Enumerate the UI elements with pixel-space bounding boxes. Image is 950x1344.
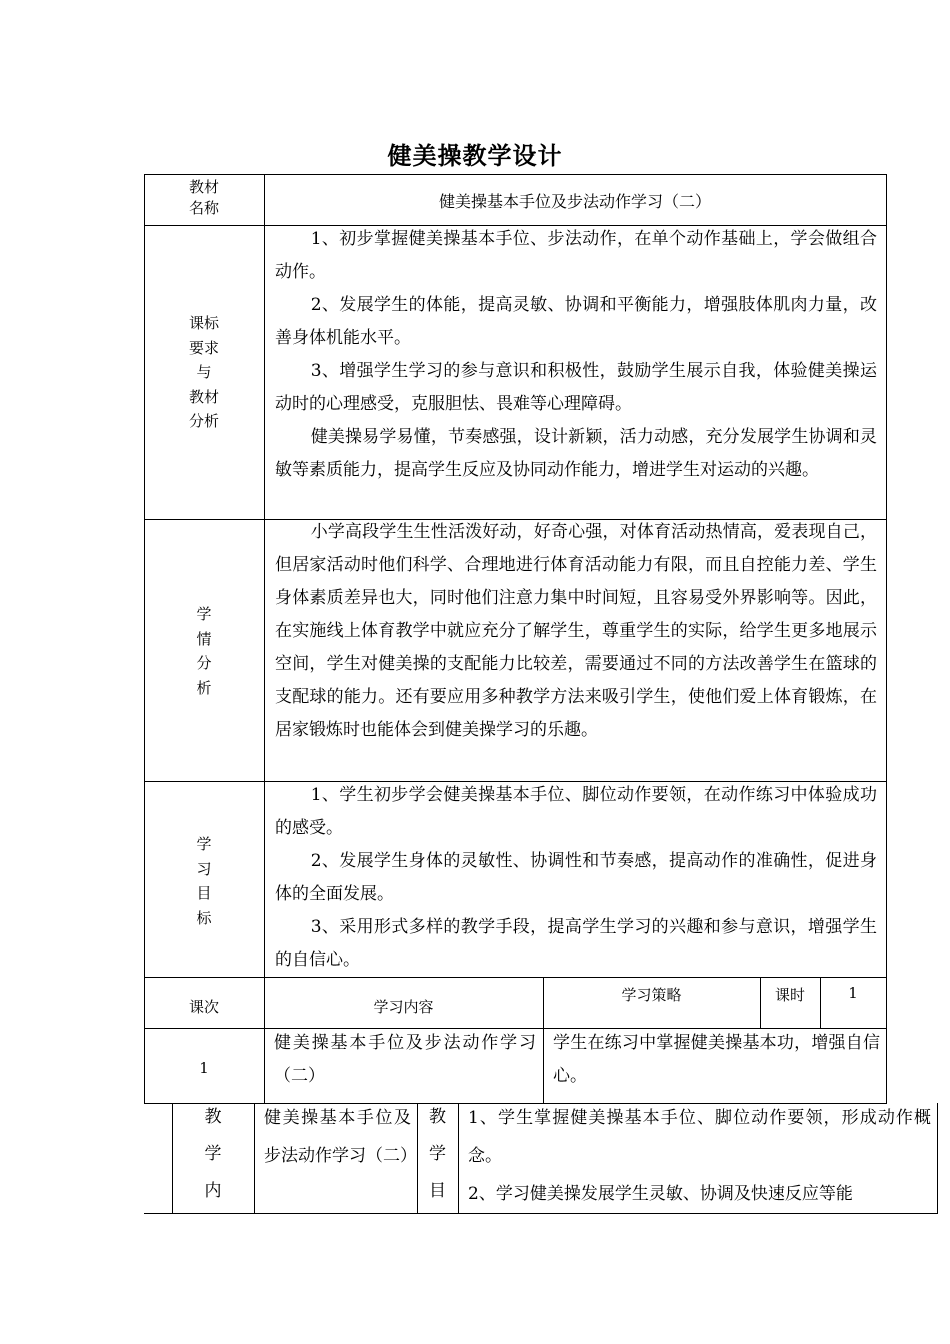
material-label: 教材 名称: [188, 178, 219, 217]
page-title: 健美操教学设计: [387, 142, 563, 170]
goals-paragraph: 2、发展学生身体的灵敏性、协调性和节奏感，提高动作的准确性，促进身体的全面发展。: [275, 851, 877, 904]
standards-paragraph: 1、初步掌握健美操基本手位、步法动作，在单个动作基础上，学会做组合动作。: [275, 229, 877, 282]
standards-paragraph: 2、发展学生的体能，提高灵敏、协调和平衡能力，增强肢体肌肉力量，改善身体机能水平。: [275, 295, 877, 348]
bottom-goal-line: 2、学习健美操发展学生灵敏、协调及快速反应等能: [468, 1184, 853, 1204]
row-content: 健美操基本手位及步法动作学习（二）: [274, 1033, 536, 1086]
header-content: 学习内容: [373, 998, 434, 1016]
bottom-goal-label: 教 学 目: [429, 1107, 446, 1201]
material-value: 健美操基本手位及步法动作学习（二）: [438, 192, 711, 211]
row-lesson: 1: [199, 1059, 209, 1077]
standards-text: [275, 223, 877, 487]
header-hours-value: 1: [848, 984, 858, 1002]
header-hours: 课时: [774, 986, 805, 1004]
bottom-content-value: 健美操基本手位及步法动作学习（二）: [264, 1108, 417, 1166]
standards-label: 课标 要求 与 教材 分析: [188, 314, 219, 430]
standards-paragraph: 健美操易学易懂，节奏感强，设计新颖，活力动感，充分发展学生协调和灵敏等素质能力，提高学生反应及协同动作能力，增进学生对运动的兴趣。: [275, 427, 877, 480]
header-strategy: 学习策略: [621, 986, 682, 1004]
goals-label: 学 习 目 标: [196, 835, 212, 927]
goals-text: [275, 779, 877, 977]
goals-paragraph: 3、采用形式多样的教学手段，提高学生学习的兴趣和参与意识，增强学生的自信心。: [275, 917, 877, 970]
standards-paragraph: 3、增强学生学习的参与意识和积极性，鼓励学生展示自我，体验健美操运动时的心理感受，克服胆怯、畏难等心理障碍。: [275, 361, 877, 414]
bottom-content-label: 教 学 内: [204, 1107, 222, 1201]
header-lesson: 课次: [188, 998, 219, 1016]
students-label: 学 情 分 析: [196, 605, 212, 697]
students-paragraph: 小学高段学生生性活泼好动，好奇心强，对体育活动热情高，爱表现自己，但居家活动时他们科学、合理地进行体育活动能力有限，而且自控能力差、学生身体素质差异也大，同时他们注意力集中时间短，且容易受外界影响等。因此，在实施线上体育教学中就应充分了解学生，尊重学生的实际，给学生更多地展示空间，学生对健美操的支配能力比较差，需要通过不同的方法改善学生在篮球的支配球的能力。还有要应用多种教学方法来吸引学生，使他们爱上体育锻炼，在居家锻炼时也能体会到健美操学习的乐趣。: [275, 522, 877, 740]
bottom-goal-text: [468, 1099, 931, 1213]
row-strategy: 学生在练习中掌握健美操基本功，增强自信心。: [553, 1033, 880, 1086]
goals-paragraph: 1、学生初步学会健美操基本手位、脚位动作要领，在动作练习中体验成功的感受。: [275, 785, 877, 838]
bottom-goal-line: 1、学生掌握健美操基本手位、脚位动作要领，形成动作概念。: [468, 1108, 931, 1166]
students-text: [275, 516, 877, 747]
